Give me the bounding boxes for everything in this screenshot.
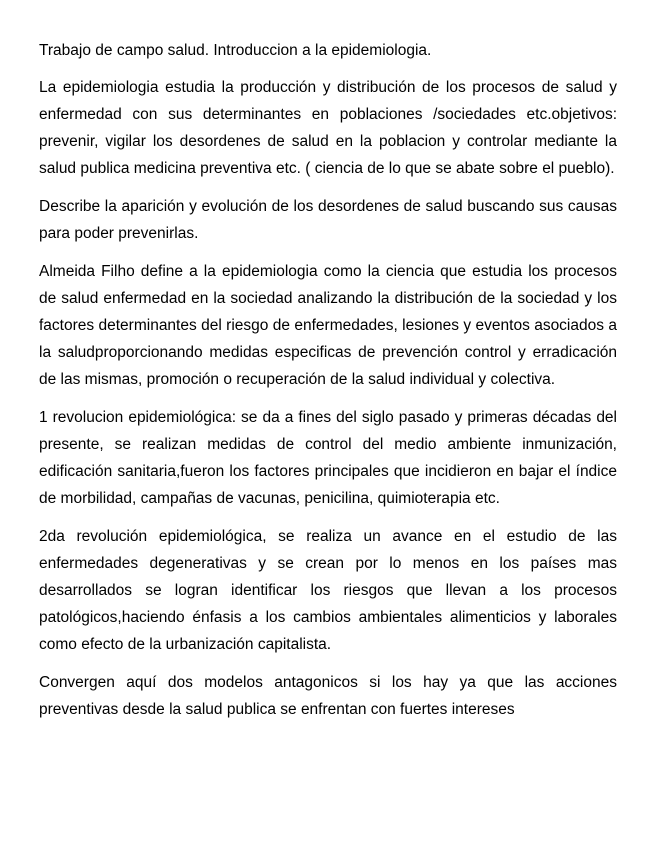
paragraph-description: Describe la aparición y evolución de los desordenes de salud buscando sus causas para poder prevenirlas.	[39, 198, 617, 242]
document-title: Trabajo de campo salud. Introduccion a la epidemiologia.	[39, 42, 432, 59]
paragraph-second-revolution: 2da revolución epidemiológica, se realiza un avance en el estudio de las enfermedades degenerativas y se crean por lo menos en los países mas desarrollados se logran identificar los riesgos que llevan a los procesos patológicos,haciendo énfasis a los cambios ambientales alimenticios y laborales como efecto de la urbanización capitalista.	[39, 528, 617, 653]
document-page	[39, 38, 617, 723]
paragraph-definition: La epidemiologia estudia la producción y distribución de los procesos de salud y enfermedad con sus determinantes en poblaciones /sociedades etc.objetivos: prevenir, vigilar los desordenes de salud en la poblacion y controlar mediante la salud publica medicina preventiva etc. ( ciencia de lo que se abate sobre el pueblo).	[39, 79, 617, 177]
paragraph-almeida-filho: Almeida Filho define a la epidemiologia como la ciencia que estudia los procesos de salud enfermedad en la sociedad analizando la distribución de la sociedad y los factores determinantes del riesgo de enfermedades, lesiones y eventos asociados a la saludproporcionando medidas especificas de prevención control y erradicación de las mismas, promoción o recuperación de la salud individual y colectiva.	[39, 263, 617, 388]
paragraph-antagonic-models: Convergen aquí dos modelos antagonicos si los hay ya que las acciones preventivas desde la salud publica se enfrentan con fuertes intereses	[39, 674, 617, 718]
paragraph-first-revolution: 1 revolucion epidemiológica: se da a fines del siglo pasado y primeras décadas del presente, se realizan medidas de control del medio ambiente inmunización, edificación sanitaria,fueron los factores principales que incidieron en bajar el índice de morbilidad, campañas de vacunas, penicilina, quimioterapia etc.	[39, 409, 617, 507]
